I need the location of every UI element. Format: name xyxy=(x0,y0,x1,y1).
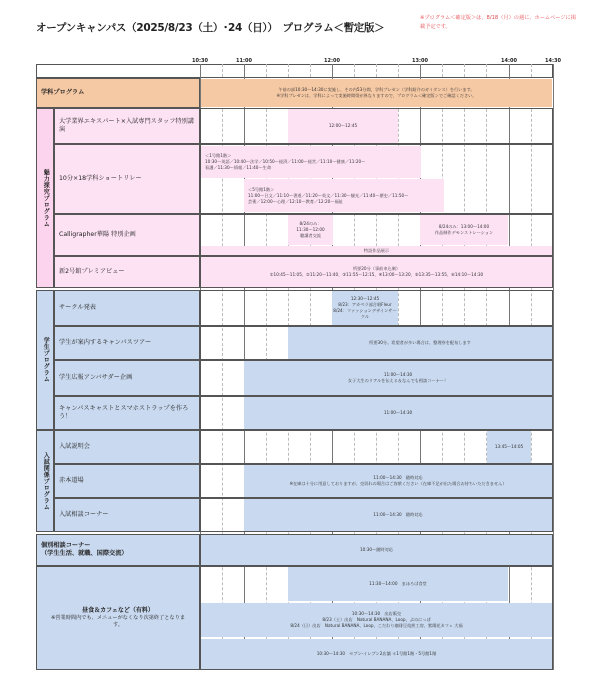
row-circle: サークル発表 xyxy=(54,290,200,326)
event-ambassador xyxy=(244,361,552,395)
event-admission-consult: 11:00～14:30 随時対応 xyxy=(244,499,552,531)
row-expert-lecture: 大学業界エキスパート×入試専門スタッフ特別講演 xyxy=(54,108,200,144)
event-premier-view: 所要20分（事前申込制） ①10:45～11:05、②11:20～11:40、③11:55～12:15、④13:00～13:20、⑤13:35～13:55、⑥14:10～14:30 xyxy=(201,257,552,287)
category-miryoku: 魅力探究プログラム xyxy=(36,108,54,288)
row-akahon: 赤本道場 xyxy=(54,464,200,498)
event-ambassador-time: 11:00～14:30 xyxy=(383,372,413,377)
food-title: 昼食＆カフェなど（有料） xyxy=(82,606,154,614)
row-calligrapher: Calligrapher華陽 特別企画 xyxy=(54,214,200,256)
category-nyushi: 入試関係プログラム xyxy=(36,430,54,532)
category-food xyxy=(36,566,200,670)
event-food-shops: 10:30～14:30 出店販売 8/23（土）出店 Natural BANANA、Loop、ぷのにっぱ 8/24（日）出店 Natural BANANA、Loop、こだわり珈琲豆焙煎工房、紫陽花カフェ 大福 xyxy=(201,603,552,637)
event-calligrapher-exhibit: 特設作品展示 xyxy=(201,246,552,255)
header-note: ※プログラム＜確定版＞は、8/18（月）の週に、ホームページに掲載予定です。 xyxy=(420,15,576,30)
event-akahon xyxy=(244,465,552,497)
time-tick: 13:00 xyxy=(412,58,428,64)
food-note: ※営業時間内でも、メニューがなくなり次第終了となります。 xyxy=(50,615,186,629)
event-food-seven: 10:30～14:30 セブン-イレブン2店舗 ＊1号館1階・5号館1階 xyxy=(201,639,552,669)
event-expert-lecture: 12:00～12:45 xyxy=(288,109,398,143)
page-title: オープンキャンパス（2025/8/23（土）･24（日）） プログラム＜暫定版＞ xyxy=(36,22,385,34)
time-tick: 14:00 xyxy=(501,58,517,64)
event-calligrapher-talk: 8/24のみ： 11:30～12:00 聴講者交流 xyxy=(288,215,333,245)
row-short-relay: 10分×18学科ショートリレー xyxy=(54,144,200,214)
row-premier-view: 新2号館プレミアビュー xyxy=(54,256,200,288)
event-gakka: 午前の部10:30～14:30に実施し、その内53分間、学科プレゼン（学科紹介のガイダンス）を行います。 ※学科プレゼンは、学科によって実施時間帯が異なりますので、プログラム＜確定版＞でご確認ください。 xyxy=(201,79,552,107)
event-akahon-time: 11:00～14:30 随時対応 xyxy=(373,475,423,480)
time-tick: 10:30 xyxy=(192,58,208,64)
category-student: 学生プログラム xyxy=(36,290,54,430)
row-ambassador: 学生広報アンバサダー企画 xyxy=(54,360,200,396)
event-relay-bldg1: ＜1号館1階＞ 10:30～英語／10:40～法学／10:50～経済／11:00～経営／11:10～健康／11:20～ 看護／11:30～情報／11:40～生命 xyxy=(201,146,421,178)
time-tick: 12:00 xyxy=(324,58,340,64)
event-circle: 12:30～12:45 8/23：アカペラ部合唱Fleur 8/24：ファッションデザインサークル xyxy=(332,291,398,325)
row-admission-briefing: 入試説明会 xyxy=(54,430,200,464)
row-campus-tour: 学生が案内するキャンパスツアー xyxy=(54,326,200,360)
category-soudan: 個別相談コーナー （学生生活、就職、国際交流） xyxy=(36,534,200,566)
event-food-dining: 11:30～14:00 まほろば食堂 xyxy=(288,567,508,601)
event-strap: 11:00～14:30 xyxy=(244,397,552,429)
event-relay-bldg5: ＜5号館1階＞ 11:00～日文／11:10～書道／11:20～英文／11:30～観光／11:40～歴史／11:50～ 芸術／12:00～心理／12:10～教育／12:20～福祉 xyxy=(244,179,444,212)
event-akahon-note: ※在庫は十分に用意しておりますが、売切れの場合はご容赦ください（在庫不足が出た場合お待ちいただきません） xyxy=(289,481,507,486)
time-tick: 11:00 xyxy=(236,58,252,64)
time-tick: 14:30 xyxy=(545,58,561,64)
event-admission-briefing: 13:45～14:05 xyxy=(487,431,531,463)
event-soudan: 10:30～随時対応 xyxy=(201,535,552,565)
category-gakka: 学科プログラム xyxy=(36,78,200,108)
row-strap: キャンパスキャストとスマホストラップを作ろう！ xyxy=(54,396,200,430)
event-campus-tour: 所要30分。希望者が多い場合は、整理券を配布します xyxy=(288,327,552,359)
row-admission-consult: 入試相談コーナー xyxy=(54,498,200,532)
event-ambassador-desc: 女子大生のリアルを伝える＆なんでも相談コーナー！ xyxy=(347,378,449,383)
event-calligrapher-demo: 8/24のみ：13:00～14:00 作品制作デモンストレーション xyxy=(420,215,508,245)
